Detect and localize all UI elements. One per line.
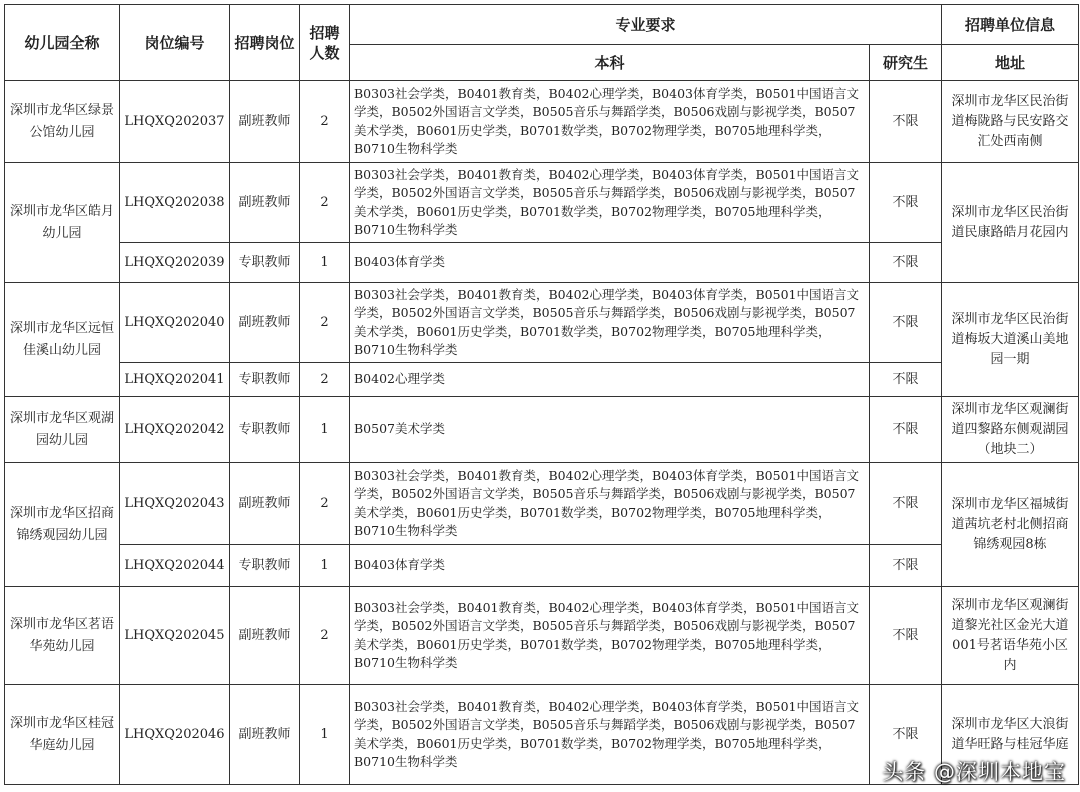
address: 深圳市龙华区大浪街道华旺路与桂冠华庭 [942,685,1079,785]
table-row [5,463,1079,545]
col-header-count: 招聘人数 [300,5,350,81]
post-code: LHQXQ202041 [120,363,230,397]
bachelor-major: B0303社会学类，B0401教育类，B0402心理学类，B0403体育学类，B0501中国语言文学类，B0502外国语言文学类，B0505音乐与舞蹈学类，B0506戏剧与影视学类，B0507美术学类，B0601历史学类，B0701数学类，B0702物理学类，B0705地理科学类，B0710生物科学类 [350,463,870,545]
table-row [5,545,1079,587]
address: 深圳市龙华区观澜街道黎光社区金光大道001号茗语华苑小区内 [942,587,1079,685]
col-header-address: 地址 [942,45,1079,81]
graduate-req: 不限 [870,545,942,587]
graduate-req: 不限 [870,81,942,163]
post-code: LHQXQ202039 [120,243,230,283]
address: 深圳市龙华区观澜街道四黎路东侧观湖园（地块二） [942,397,1079,463]
post-name: 副班教师 [230,163,300,243]
col-header-graduate: 研究生 [870,45,942,81]
hire-count: 2 [300,363,350,397]
post-code: LHQXQ202040 [120,283,230,363]
hire-count: 1 [300,243,350,283]
address: 深圳市龙华区民治街道民康路皓月花园内 [942,163,1079,283]
table-row [5,587,1079,685]
hire-count: 2 [300,283,350,363]
recruitment-table [4,4,1079,785]
kindergarten-name: 深圳市龙华区招商锦绣观园幼儿园 [5,463,120,587]
bachelor-major: B0303社会学类，B0401教育类，B0402心理学类，B0403体育学类，B0501中国语言文学类，B0502外国语言文学类，B0505音乐与舞蹈学类，B0506戏剧与影视学类，B0507美术学类，B0601历史学类，B0701数学类，B0702物理学类，B0705地理科学类，B0710生物科学类 [350,81,870,163]
address: 深圳市龙华区民治街道梅陇路与民安路交汇处西南侧 [942,81,1079,163]
col-header-major-req: 专业要求 [350,5,942,45]
post-code: LHQXQ202043 [120,463,230,545]
kindergarten-name: 深圳市龙华区皓月幼儿园 [5,163,120,283]
kindergarten-name: 深圳市龙华区桂冠华庭幼儿园 [5,685,120,785]
bachelor-major: B0303社会学类，B0401教育类，B0402心理学类，B0403体育学类，B0501中国语言文学类，B0502外国语言文学类，B0505音乐与舞蹈学类，B0506戏剧与影视学类，B0507美术学类，B0601历史学类，B0701数学类，B0702物理学类，B0705地理科学类，B0710生物科学类 [350,283,870,363]
bachelor-major: B0507美术学类 [350,397,870,463]
table-row [5,397,1079,463]
hire-count: 1 [300,685,350,785]
hire-count: 2 [300,163,350,243]
post-code: LHQXQ202037 [120,81,230,163]
post-name: 副班教师 [230,81,300,163]
bachelor-major: B0303社会学类，B0401教育类，B0402心理学类，B0403体育学类，B0501中国语言文学类，B0502外国语言文学类，B0505音乐与舞蹈学类，B0506戏剧与影视学类，B0507美术学类，B0601历史学类，B0701数学类，B0702物理学类，B0705地理科学类，B0710生物科学类 [350,163,870,243]
post-name: 副班教师 [230,463,300,545]
graduate-req: 不限 [870,163,942,243]
address: 深圳市龙华区福城街道茜坑老村北侧招商锦绣观园8栋 [942,463,1079,587]
kindergarten-name: 深圳市龙华区茗语华苑幼儿园 [5,587,120,685]
post-name: 副班教师 [230,587,300,685]
hire-count: 2 [300,587,350,685]
post-name: 专职教师 [230,545,300,587]
table-row [5,283,1079,363]
col-header-bachelor: 本科 [350,45,870,81]
kindergarten-name: 深圳市龙华区远恒佳溪山幼儿园 [5,283,120,397]
post-name: 副班教师 [230,283,300,363]
col-header-unit-info: 招聘单位信息 [942,5,1079,45]
graduate-req: 不限 [870,587,942,685]
post-code: LHQXQ202042 [120,397,230,463]
col-header-post: 招聘岗位 [230,5,300,81]
table-row [5,81,1079,163]
table-row [5,163,1079,243]
watermark: 头条 @深圳本地宝 [882,760,1066,784]
hire-count: 2 [300,463,350,545]
graduate-req: 不限 [870,397,942,463]
post-code: LHQXQ202045 [120,587,230,685]
hire-count: 1 [300,397,350,463]
hire-count: 1 [300,545,350,587]
post-name: 专职教师 [230,243,300,283]
graduate-req: 不限 [870,363,942,397]
post-code: LHQXQ202046 [120,685,230,785]
graduate-req: 不限 [870,283,942,363]
bachelor-major: B0403体育学类 [350,545,870,587]
bachelor-major: B0303社会学类，B0401教育类，B0402心理学类，B0403体育学类，B0501中国语言文学类，B0502外国语言文学类，B0505音乐与舞蹈学类，B0506戏剧与影视学类，B0507美术学类，B0601历史学类，B0701数学类，B0702物理学类，B0705地理科学类，B0710生物科学类 [350,685,870,785]
hire-count: 2 [300,81,350,163]
graduate-req: 不限 [870,685,942,785]
bachelor-major: B0303社会学类，B0401教育类，B0402心理学类，B0403体育学类，B0501中国语言文学类，B0502外国语言文学类，B0505音乐与舞蹈学类，B0506戏剧与影视学类，B0507美术学类，B0601历史学类，B0701数学类，B0702物理学类，B0705地理科学类，B0710生物科学类 [350,587,870,685]
kindergarten-name: 深圳市龙华区绿景公馆幼儿园 [5,81,120,163]
post-name: 专职教师 [230,397,300,463]
post-name: 副班教师 [230,685,300,785]
graduate-req: 不限 [870,463,942,545]
table-row [5,243,1079,283]
address: 深圳市龙华区民治街道梅坂大道溪山美地园一期 [942,283,1079,397]
post-code: LHQXQ202038 [120,163,230,243]
post-name: 专职教师 [230,363,300,397]
kindergarten-name: 深圳市龙华区观湖园幼儿园 [5,397,120,463]
col-header-post-code: 岗位编号 [120,5,230,81]
bachelor-major: B0402心理学类 [350,363,870,397]
col-header-kindergarten: 幼儿园全称 [5,5,120,81]
post-code: LHQXQ202044 [120,545,230,587]
graduate-req: 不限 [870,243,942,283]
bachelor-major: B0403体育学类 [350,243,870,283]
table-row [5,363,1079,397]
